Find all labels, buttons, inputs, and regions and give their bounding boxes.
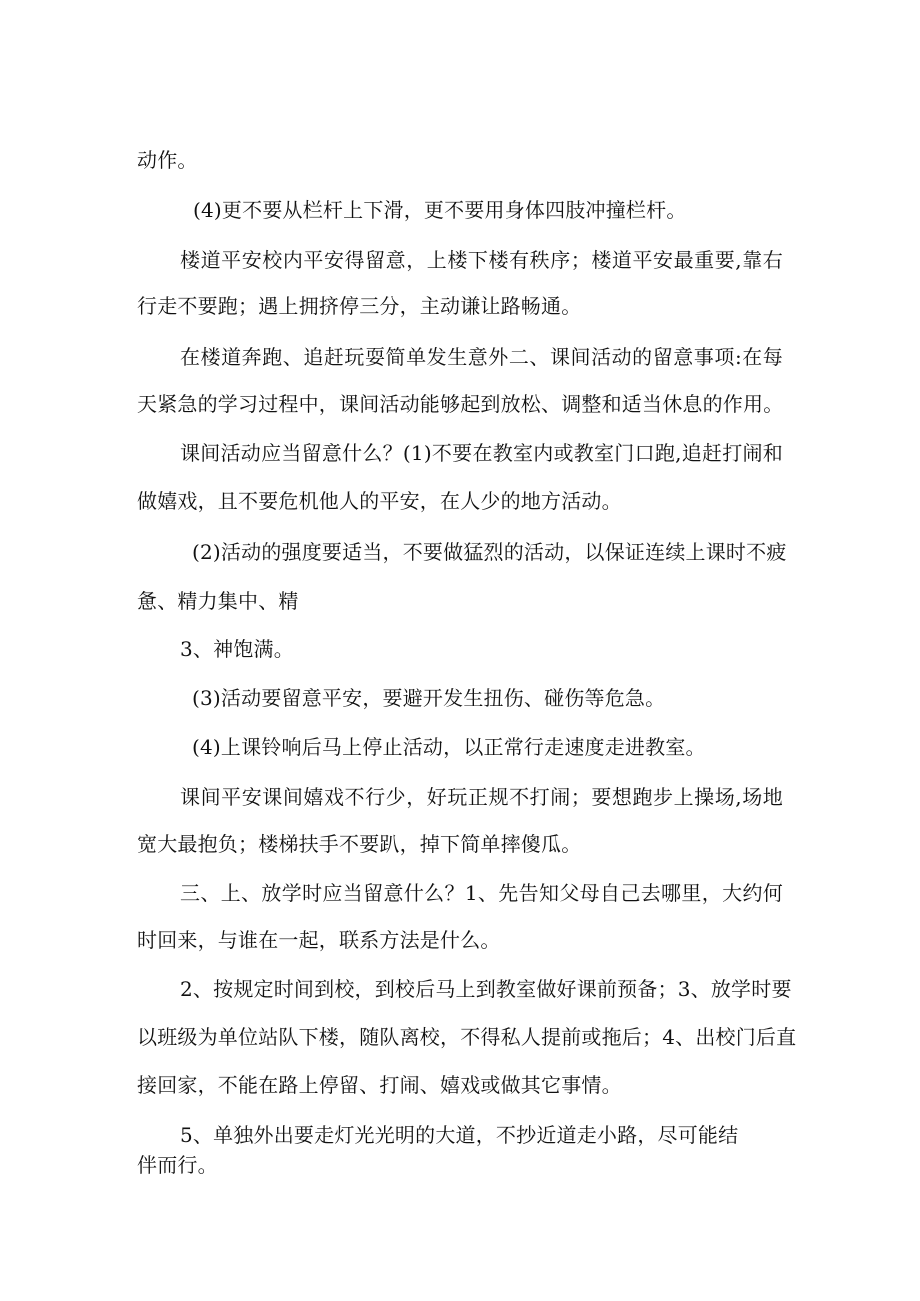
text-line-18: 2、按规定时间到校，到校后马上到教室做好课前预备；3、放学时要 xyxy=(180,977,792,1001)
text-line-10: 惫、精力集中、精 xyxy=(137,589,299,613)
text-line-20: 接回家，不能在路上停留、打闹、嬉戏或做其它事情。 xyxy=(137,1073,622,1097)
text-line-13: (4)上课铃响后马上停止活动，以正常行走速度走进教室。 xyxy=(192,735,706,759)
text-line-8: 做嬉戏，且不要危机他人的平安，在人少的地方活动。 xyxy=(137,489,622,513)
text-line-22: 伴而行。 xyxy=(137,1153,218,1177)
text-line-12: (3)活动要留意平安，要避开发生扭伤、碰伤等危急。 xyxy=(192,686,666,710)
text-line-16: 三、上、放学时应当留意什么？1、先告知父母自己去哪里，大约何 xyxy=(180,881,783,905)
text-line-3: 楼道平安校内平安得留意，上楼下楼有秩序；楼道平安最重要,靠右 xyxy=(180,248,783,272)
text-line-1: 动作。 xyxy=(137,148,198,172)
text-line-19: 以班级为单位站队下楼，随队离校，不得私人提前或拖后；4、出校门后直 xyxy=(137,1025,797,1049)
text-line-17: 时回来，与谁在一起，联系方法是什么。 xyxy=(137,928,501,952)
text-line-6: 天紧急的学习过程中，课间活动能够起到放松、调整和适当休息的作用。 xyxy=(137,392,784,416)
text-line-11: 3、神饱满。 xyxy=(180,637,294,661)
text-line-2: (4)更不要从栏杆上下滑，更不要用身体四肢冲撞栏杆。 xyxy=(193,198,687,222)
text-line-7: 课间活动应当留意什么？(1)不要在教室内或教室门口跑,追赶打闹和 xyxy=(180,441,783,465)
text-line-21: 5、单独外出要走灯光光明的大道，不抄近道走小路，尽可能结 xyxy=(180,1123,739,1147)
text-line-15: 宽大最抱负；楼梯扶手不要趴，掉下简单摔傻瓜。 xyxy=(137,832,582,856)
text-line-9: (2)活动的强度要适当，不要做猛烈的活动，以保证连续上课时不疲 xyxy=(192,540,787,564)
text-line-14: 课间平安课间嬉戏不行少，好玩正规不打闹；要想跑步上操场,场地 xyxy=(180,785,783,809)
text-line-4: 行走不要跑；遇上拥挤停三分，主动谦让路畅通。 xyxy=(137,294,582,318)
text-line-5: 在楼道奔跑、追赶玩耍简单发生意外二、课间活动的留意事项:在每 xyxy=(180,345,783,369)
